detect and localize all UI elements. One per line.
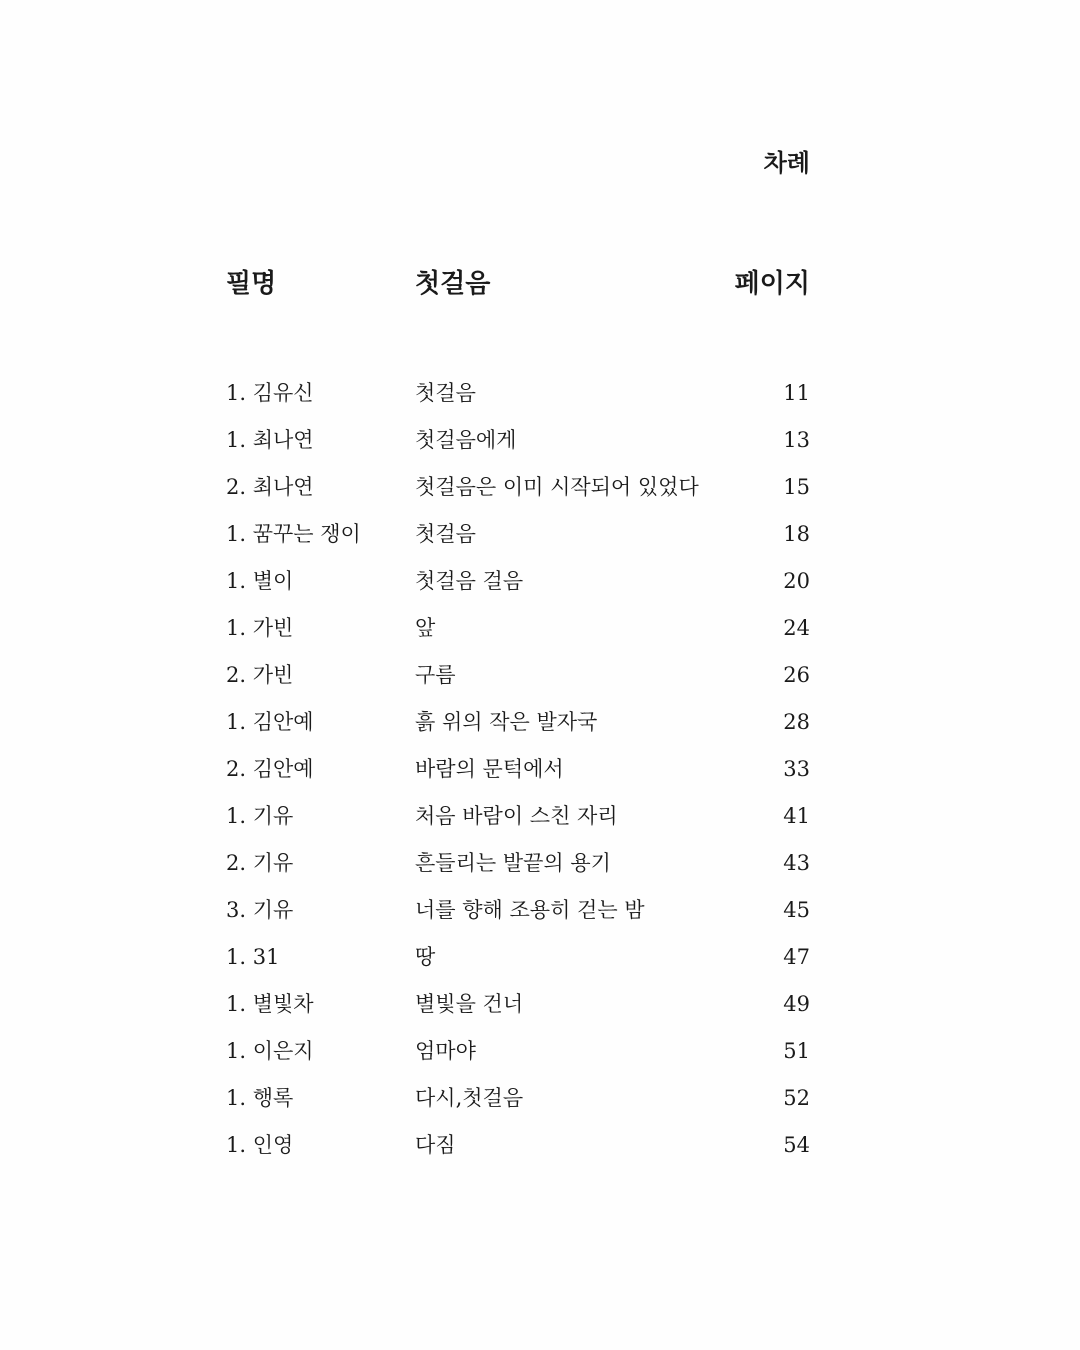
toc-row <box>226 799 810 846</box>
toc-page-number: 52 <box>783 1086 810 1110</box>
toc-author: 3. 기유 <box>226 898 294 922</box>
toc-row <box>226 658 810 705</box>
toc-author: 2. 김안예 <box>226 757 314 781</box>
toc-author: 1. 이은지 <box>226 1039 314 1063</box>
toc-page-number: 41 <box>783 804 810 828</box>
toc-author: 1. 김안예 <box>226 710 314 734</box>
header-author: 필명 <box>226 269 277 299</box>
toc-row <box>226 564 810 611</box>
toc-row <box>226 517 810 564</box>
toc-author: 1. 최나연 <box>226 428 314 452</box>
toc-row <box>226 846 810 893</box>
toc-list <box>226 376 810 1175</box>
toc-page-number: 13 <box>783 428 810 452</box>
toc-title: 첫걸음 걸음 <box>415 569 524 593</box>
toc-title: 구름 <box>415 663 456 687</box>
toc-row <box>226 752 810 799</box>
toc-title: 첫걸음은 이미 시작되어 있었다 <box>415 475 699 499</box>
toc-page-number: 51 <box>783 1039 810 1063</box>
toc-title: 첫걸음에게 <box>415 428 517 452</box>
toc-author: 1. 가빈 <box>226 616 294 640</box>
toc-row <box>226 1081 810 1128</box>
toc-page-number: 33 <box>783 757 810 781</box>
toc-row <box>226 987 810 1034</box>
toc-row <box>226 705 810 752</box>
toc-title: 앞 <box>415 616 436 640</box>
toc-author: 2. 기유 <box>226 851 294 875</box>
toc-author: 1. 인영 <box>226 1133 294 1157</box>
toc-author: 1. 기유 <box>226 804 294 828</box>
toc-author: 1. 별이 <box>226 569 294 593</box>
toc-title: 별빛을 건너 <box>415 992 524 1016</box>
toc-row <box>226 423 810 470</box>
header-work: 첫걸음 <box>415 269 491 299</box>
toc-row <box>226 940 810 987</box>
toc-title: 처음 바람이 스친 자리 <box>415 804 618 828</box>
toc-title: 흔들리는 발끝의 용기 <box>415 851 611 875</box>
toc-title: 바람의 문턱에서 <box>415 757 564 781</box>
toc-page-number: 24 <box>783 616 810 640</box>
toc-title: 첫걸음 <box>415 381 476 405</box>
toc-author: 1. 행록 <box>226 1086 294 1110</box>
toc-row <box>226 893 810 940</box>
toc-author: 1. 31 <box>226 945 280 969</box>
toc-row <box>226 611 810 658</box>
toc-row <box>226 376 810 423</box>
toc-page-number: 49 <box>783 992 810 1016</box>
toc-page-number: 43 <box>783 851 810 875</box>
toc-row <box>226 1128 810 1175</box>
toc-page-number: 15 <box>783 475 810 499</box>
toc-author: 1. 별빛차 <box>226 992 314 1016</box>
toc-title: 흙 위의 작은 발자국 <box>415 710 598 734</box>
toc-author: 1. 꿈꾸는 쟁이 <box>226 522 361 546</box>
toc-author: 2. 가빈 <box>226 663 294 687</box>
toc-row <box>226 470 810 517</box>
toc-page-number: 20 <box>783 569 810 593</box>
toc-page-number: 28 <box>783 710 810 734</box>
header-page: 페이지 <box>734 269 810 299</box>
toc-page-number: 47 <box>783 945 810 969</box>
toc-author: 2. 최나연 <box>226 475 314 499</box>
page-title: 차례 <box>763 148 810 177</box>
toc-page-number: 18 <box>783 522 810 546</box>
toc-page-number: 54 <box>783 1133 810 1157</box>
toc-author: 1. 김유신 <box>226 381 314 405</box>
toc-page-number: 26 <box>783 663 810 687</box>
toc-title: 땅 <box>415 945 436 969</box>
toc-title: 첫걸음 <box>415 522 476 546</box>
toc-page-number: 11 <box>783 381 810 405</box>
toc-title: 다짐 <box>415 1133 456 1157</box>
toc-title: 다시,첫걸음 <box>415 1086 524 1110</box>
toc-title: 너를 향해 조용히 걷는 밤 <box>415 898 645 922</box>
toc-title: 엄마야 <box>415 1039 476 1063</box>
toc-row <box>226 1034 810 1081</box>
toc-page-number: 45 <box>783 898 810 922</box>
